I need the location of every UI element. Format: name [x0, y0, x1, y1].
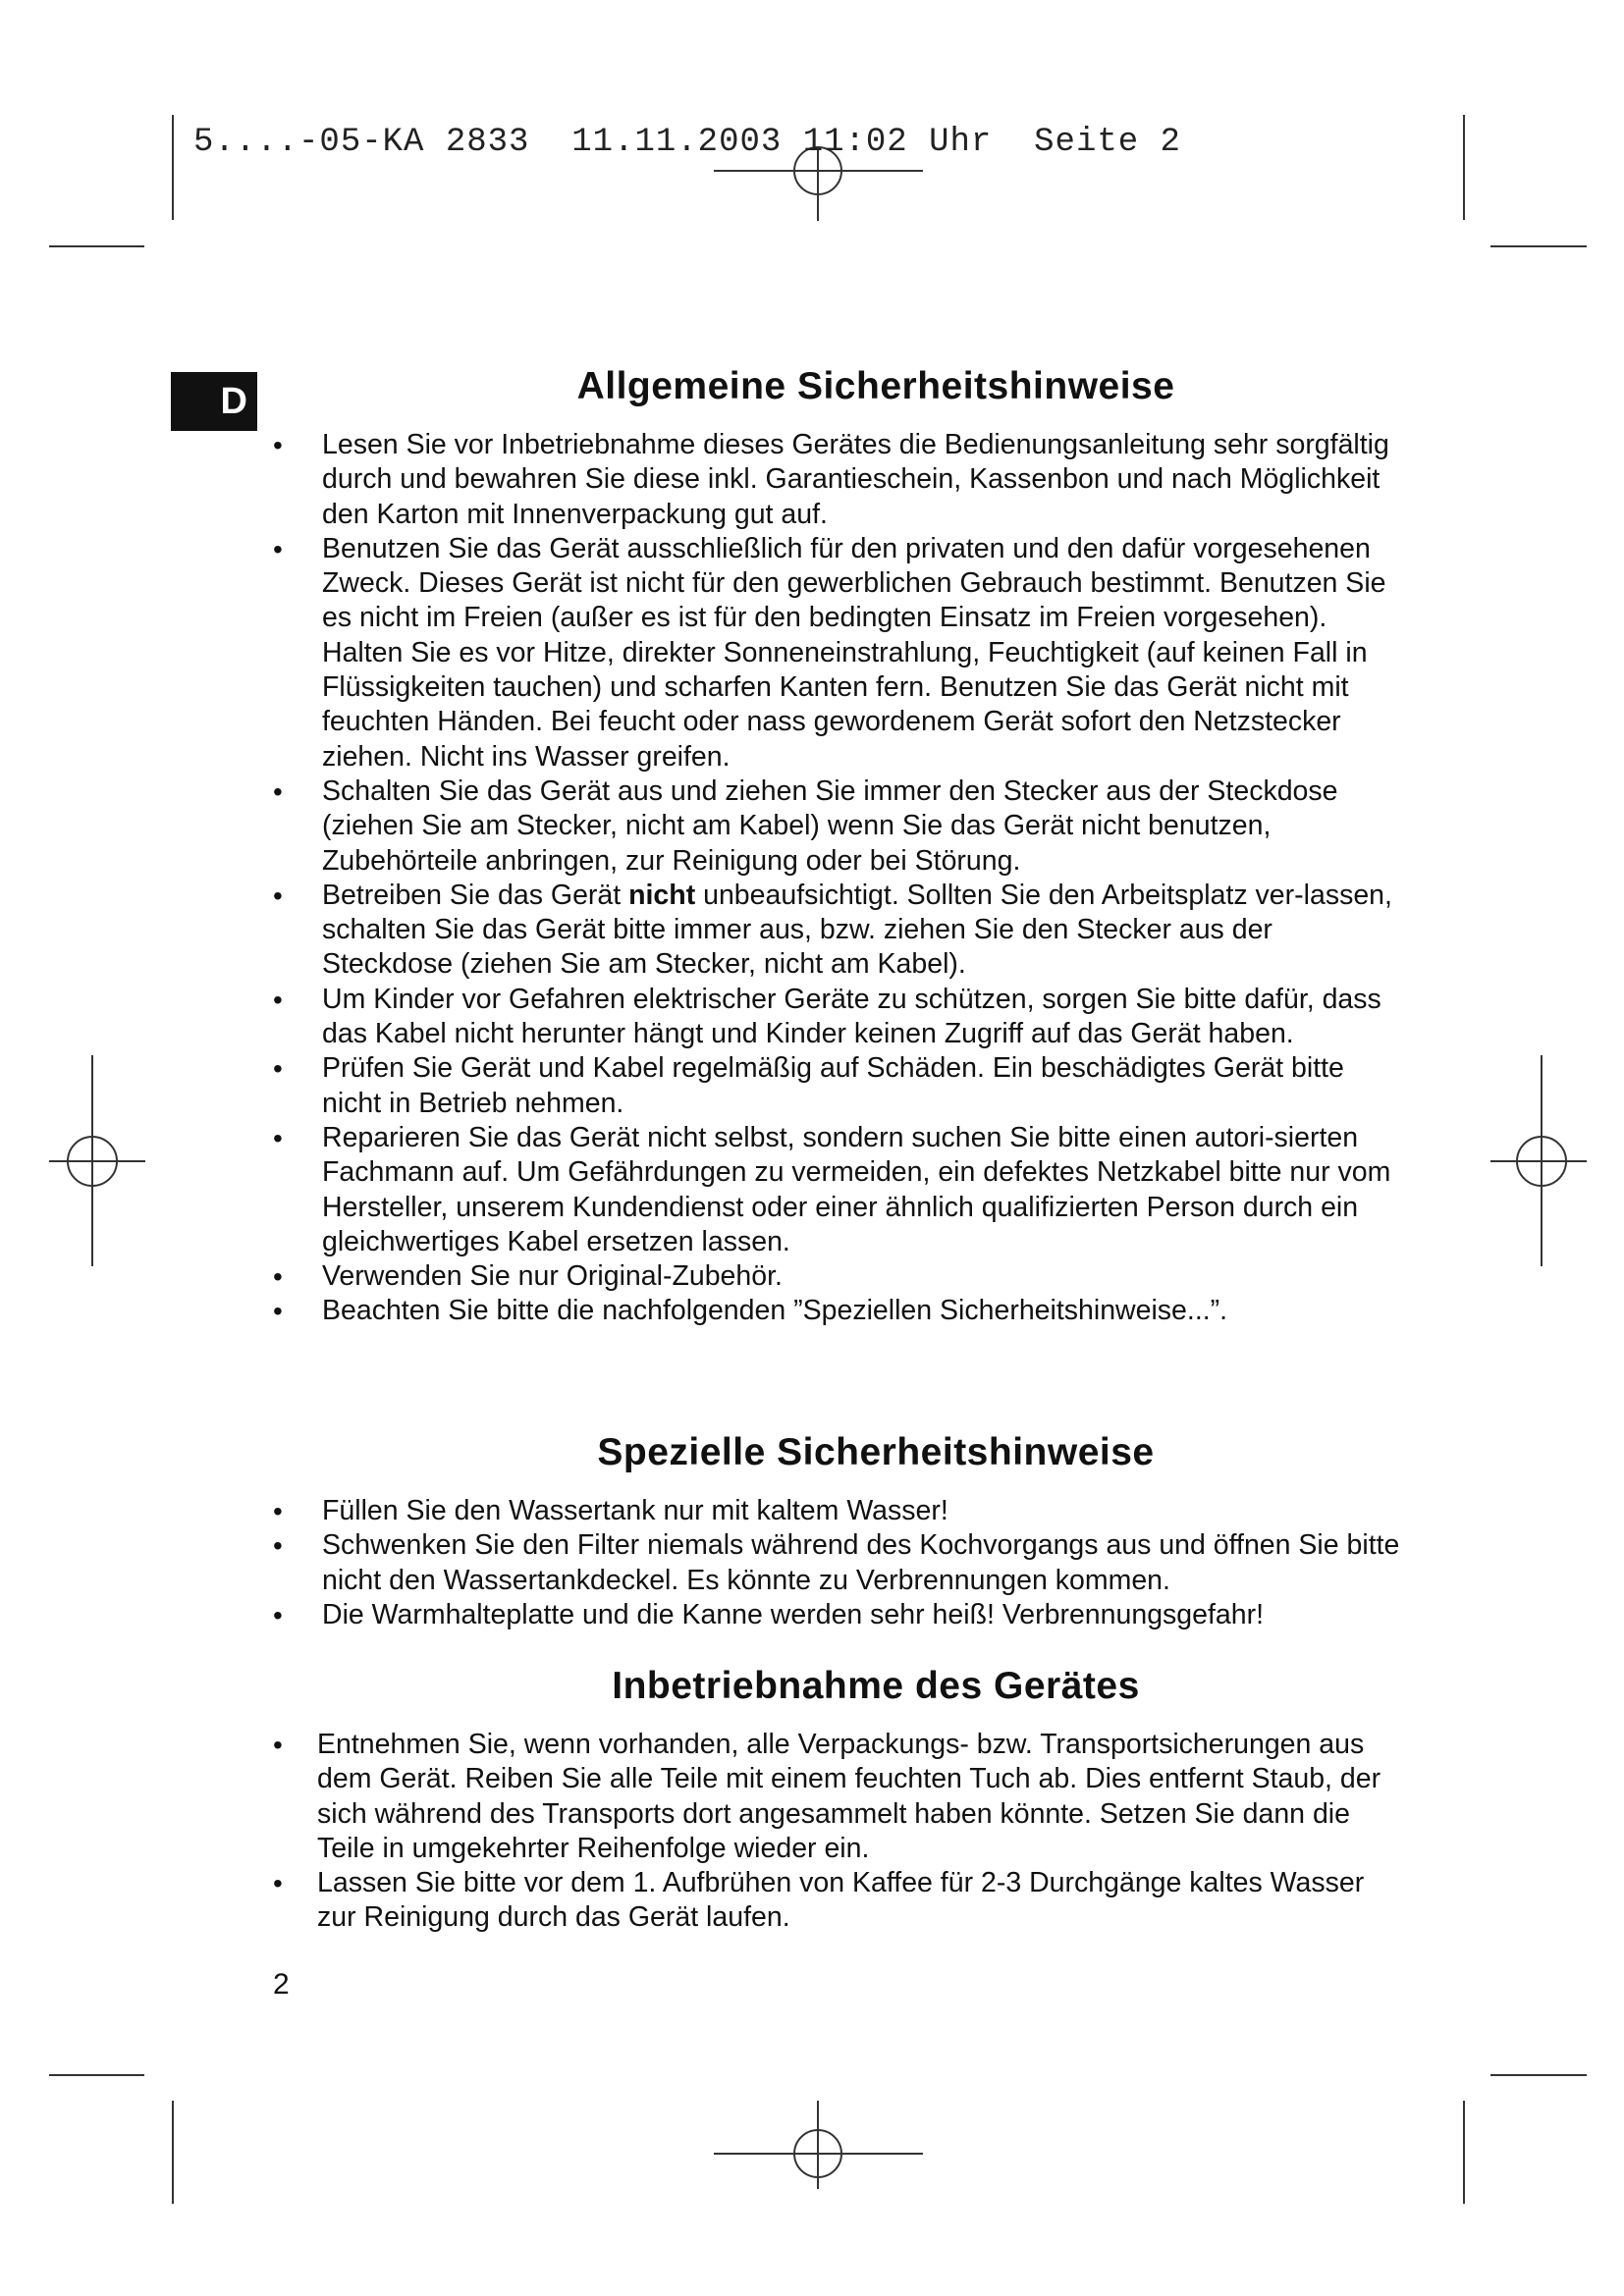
item-text-after: unbeaufsichtigt. Sollten Sie den Arbeitsplatz ver-lassen, schalten Sie das Gerät bitte immer aus, bzw. ziehen Sie den Stecker aus der Steckdose (ziehen Sie am Stecker, nicht am Kabel).	[322, 879, 1392, 981]
general-safety-list	[271, 428, 1400, 1329]
registration-mark-bottom	[714, 2101, 923, 2189]
list-item: • Lassen Sie bitte vor dem 1. Aufbrühen von Kaffee für 2-3 Durchgänge kaltes Wasser zur Reinigung durch das Gerät laufen.	[271, 1866, 1400, 1936]
registration-mark-left	[49, 1055, 145, 1266]
language-tab: D	[171, 372, 257, 431]
list-item: • Beachten Sie bitte die nachfolgenden ”Speziellen Sicherheitshinweise...”.	[271, 1294, 1400, 1328]
list-item: • Schalten Sie das Gerät aus und ziehen Sie immer den Stecker aus der Steckdose (ziehen Sie am Stecker, nicht am Kabel) wenn Sie das Gerät nicht benutzen, Zubehörteile anbringen, zur Reinigung oder bei Störung.	[271, 774, 1400, 879]
list-item: • Füllen Sie den Wassertank nur mit kaltem Wasser!	[271, 1494, 1400, 1528]
page-number: 2	[273, 1968, 290, 2001]
list-item: • Prüfen Sie Gerät und Kabel regelmäßig auf Schäden. Ein beschädigtes Gerät bitte nicht in Betrieb nehmen.	[271, 1051, 1400, 1121]
section-title-general-safety: Allgemeine Sicherheitshinweise	[576, 365, 1175, 407]
item-text-before: Betreiben Sie das Gerät	[322, 879, 629, 911]
list-item: • Reparieren Sie das Gerät nicht selbst, sondern suchen Sie bitte einen autori-sierten Fachmann auf. Um Gefährdungen zu vermeiden, ein defektes Netzkabel bitte nur vom Hersteller, unserem Kundendienst oder einer ähnlich qualifizierten Person durch ein gleichwertiges Kabel ersetzen lassen.	[271, 1121, 1400, 1259]
section-title-startup: Inbetriebnahme des Gerätes	[612, 1665, 1140, 1707]
list-item	[271, 879, 1400, 983]
startup-list	[271, 1728, 1400, 1936]
list-item: • Die Warmhalteplatte und die Kanne werden sehr heiß! Verbrennungsgefahr!	[271, 1598, 1400, 1632]
list-item: • Entnehmen Sie, wenn vorhanden, alle Verpackungs- bzw. Transportsicherungen aus dem Gerät. Reiben Sie alle Teile mit einem feuchten Tuch ab. Dies entfernt Staub, der sich während des Transports dort angesammelt haben könnte. Setzen Sie dann die Teile in umgekehrter Reihenfolge wieder ein.	[271, 1728, 1400, 1866]
list-item: • Schwenken Sie den Filter niemals während des Kochvorgangs aus und öffnen Sie bitte nicht den Wassertankdeckel. Es könnte zu Verbrennungen kommen.	[271, 1528, 1400, 1598]
list-item: • Um Kinder vor Gefahren elektrischer Geräte zu schützen, sorgen Sie bitte dafür, dass das Kabel nicht herunter hängt und Kinder keinen Zugriff auf das Gerät haben.	[271, 983, 1400, 1052]
print-slug-line: 5....-05-KA 2833 11.11.2003 11:02 Uhr Seite 2	[193, 124, 1181, 161]
list-item: • Benutzen Sie das Gerät ausschließlich für den privaten und den dafür vorgesehenen Zweck. Dieses Gerät ist nicht für den gewerblichen Gebrauch bestimmt. Benutzen Sie es nicht im Freien (außer es ist für den bedingten Einsatz im Freien vorgesehen). Halten Sie es vor Hitze, direkter Sonneneinstrahlung, Feuchtigkeit (auf keinen Fall in Flüssigkeiten tauchen) und scharfen Kanten fern. Benutzen Sie das Gerät nicht mit feuchten Händen. Bei feucht oder nass gewordenem Gerät sofort den Netzstecker ziehen. Nicht ins Wasser greifen.	[271, 532, 1400, 774]
list-item: • Verwenden Sie nur Original-Zubehör.	[271, 1259, 1400, 1294]
section-title-special-safety: Spezielle Sicherheitshinweise	[597, 1431, 1155, 1473]
registration-mark-right	[1490, 1055, 1587, 1266]
list-item: • Lesen Sie vor Inbetriebnahme dieses Gerätes die Bedienungsanleitung sehr sorgfältig durch und bewahren Sie diese inkl. Garantieschein, Kassenbon und nach Möglichkeit den Karton mit Innenverpackung gut auf.	[271, 428, 1400, 532]
special-safety-list	[271, 1494, 1400, 1632]
emphasis-nicht: nicht	[628, 879, 696, 911]
